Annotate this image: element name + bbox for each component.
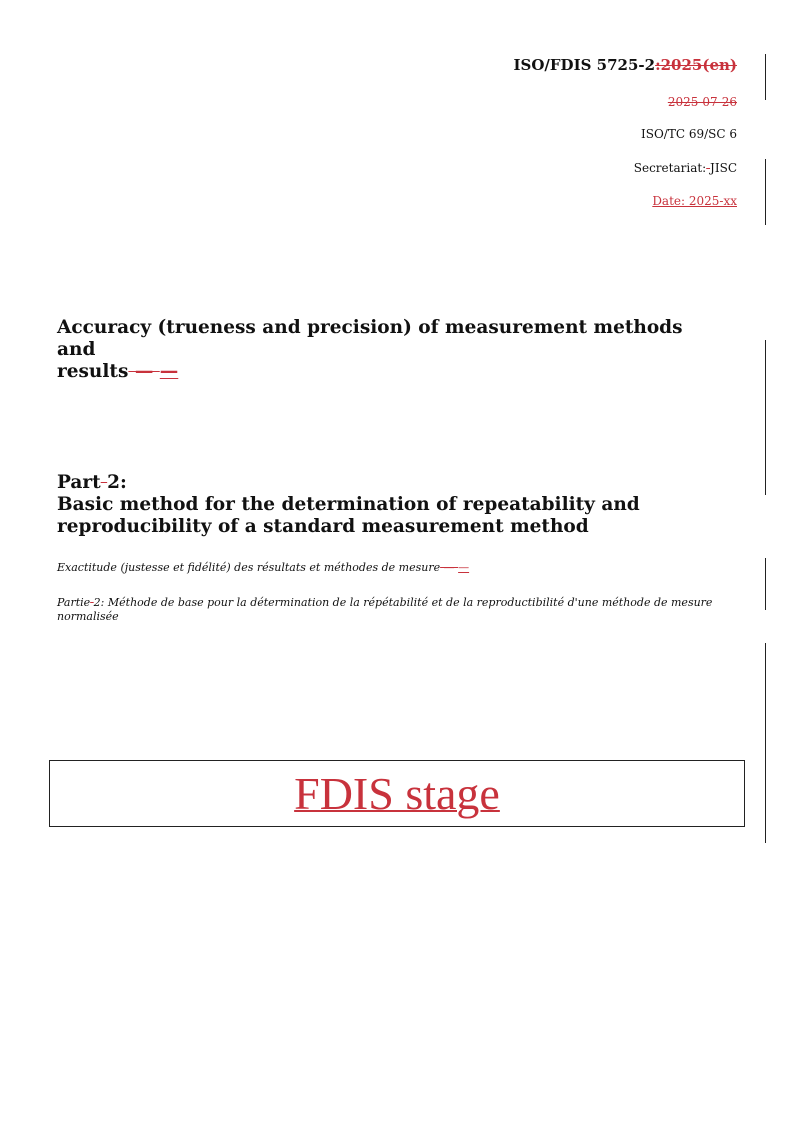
secretariat-label: Secretariat: xyxy=(633,161,707,175)
french-main-title xyxy=(57,561,737,575)
part-title-line-2: reproducibility of a standard measurement method xyxy=(57,516,589,537)
part-number xyxy=(57,472,717,494)
part-title xyxy=(57,472,717,538)
change-bar xyxy=(765,159,766,225)
part-title-line-1: Basic method for the determination of repeatability and xyxy=(57,494,640,515)
stage-label: FDIS stage xyxy=(294,768,500,819)
secretariat xyxy=(634,161,737,175)
doc-ref-number: ISO/FDIS 5725-2 xyxy=(513,56,656,74)
doc-ref-deleted-suffix: :2025(en) xyxy=(655,56,737,74)
part-number-value: 2: xyxy=(107,472,127,493)
french-title-text: Exactitude (justesse et fidélité) des résultats et méthodes de mesure xyxy=(57,561,441,574)
document-reference xyxy=(514,56,737,74)
french-title-inserted-dash: — xyxy=(458,561,470,574)
main-title-deleted-dash: — xyxy=(128,361,160,382)
french-part-label: Partie xyxy=(57,596,91,609)
stage-box xyxy=(49,760,745,827)
secretariat-value: JISC xyxy=(710,161,737,175)
change-bar xyxy=(765,558,766,610)
french-part-title xyxy=(57,596,737,624)
main-title-line-1: Accuracy (trueness and precision) of measurement methods and xyxy=(57,317,683,360)
french-part-text: 2: Méthode de base pour la détermination de la répétabilité et de la reproductibilité d'une méthode de mesure normalisée xyxy=(57,596,713,623)
committee-reference: ISO/TC 69/SC 6 xyxy=(640,127,737,141)
french-title-deleted-dash: — xyxy=(440,561,459,574)
main-title-inserted-dash: — xyxy=(159,361,179,382)
part-label: Part xyxy=(57,472,101,493)
deleted-date: 2025-07-26 xyxy=(667,95,737,109)
change-bar xyxy=(765,54,766,100)
change-bar xyxy=(765,643,766,843)
main-title-line-2 xyxy=(57,361,717,383)
main-title xyxy=(57,317,717,383)
change-bar xyxy=(765,340,766,495)
main-title-results: results xyxy=(57,361,129,382)
inserted-date: Date: 2025-xx xyxy=(652,194,737,208)
